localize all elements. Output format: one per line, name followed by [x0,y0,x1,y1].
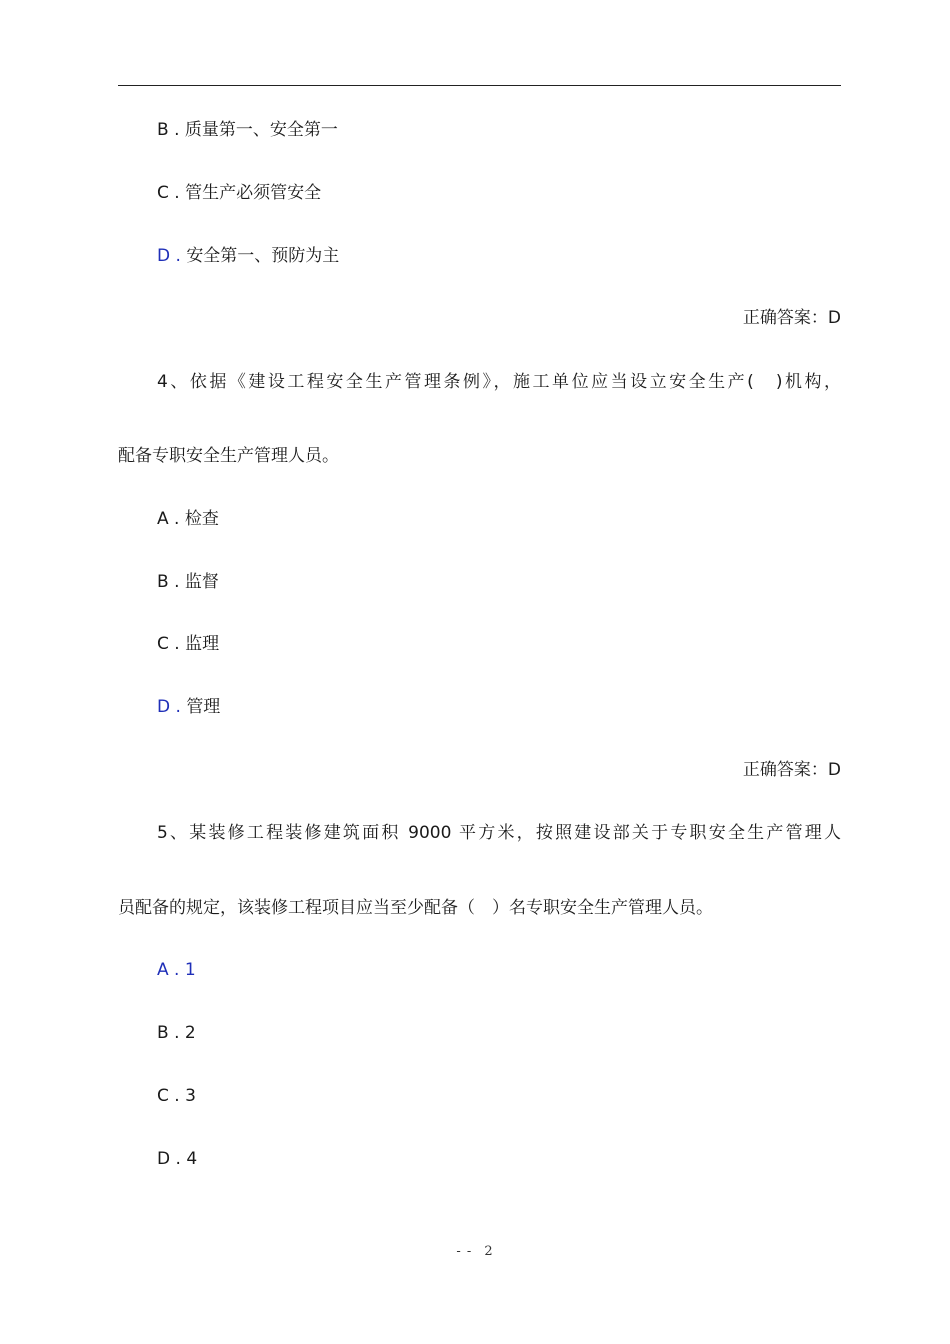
option-text-correct: 1 [184,960,196,980]
option-sep: . [175,1149,181,1169]
q4-option-b [157,570,219,594]
q3-option-d [157,244,339,268]
q4-stem-line1: 4、依据《建设工程安全生产管理条例》，施工单位应当设立安全生产( )机构， [157,372,841,392]
option-text: 安全第一、预防为主 [186,246,340,266]
option-sep: . [174,120,180,140]
q4-answer: 正确答案：D [742,760,841,780]
option-letter: B [157,120,169,140]
option-letter: C [157,634,169,654]
option-sep: . [174,572,180,592]
q3-answer: 正确答案：D [742,308,841,328]
option-sep-correct: . [174,960,180,980]
option-text: 管生产必须管安全 [185,183,322,203]
option-letter: D [157,1149,171,1169]
option-text: 监督 [184,572,219,592]
option-text: 4 [186,1149,198,1169]
q5-stem-line2: 员配备的规定，该装修工程项目应当至少配备（ ）名专职安全生产管理人员。 [118,898,713,918]
q5-option-d [157,1147,197,1171]
option-text: 质量第一、安全第一 [184,120,338,140]
page-footer [0,1244,950,1259]
page-number: 2 [484,1244,494,1259]
option-letter: B [157,572,169,592]
q4-stem-line2: 配备专职安全生产管理人员。 [118,446,339,466]
option-letter-correct: D [157,697,171,717]
header-rule [118,85,841,86]
option-letter-correct: A [157,960,169,980]
option-text: 监理 [185,634,220,654]
q4-option-c [157,632,219,656]
option-text: 管理 [186,697,221,717]
option-sep-correct: . [175,246,181,266]
option-sep: . [174,183,180,203]
option-letter: C [157,183,169,203]
option-text: 2 [184,1023,196,1043]
q4-option-a [157,507,219,531]
option-sep: . [174,1086,180,1106]
q5-option-b [157,1021,196,1045]
option-sep: . [174,1023,180,1043]
option-letter: C [157,1086,169,1106]
q5-option-a [157,958,196,982]
option-sep-correct: . [175,697,181,717]
q5-stem-line1: 5、某装修工程装修建筑面积 9000 平方米，按照建设部关于专职安全生产管理人 [157,823,841,843]
q5-option-c [157,1084,196,1108]
option-letter: A [157,509,169,529]
option-letter: B [157,1023,169,1043]
option-sep: . [174,634,180,654]
q4-option-d [157,695,220,719]
option-sep: . [174,509,180,529]
option-text: 3 [185,1086,196,1106]
q3-option-b [157,118,338,142]
q3-option-c [157,181,321,205]
option-letter-correct: D [157,246,171,266]
footer-dashes: - - [456,1244,473,1259]
option-text: 检查 [184,509,219,529]
